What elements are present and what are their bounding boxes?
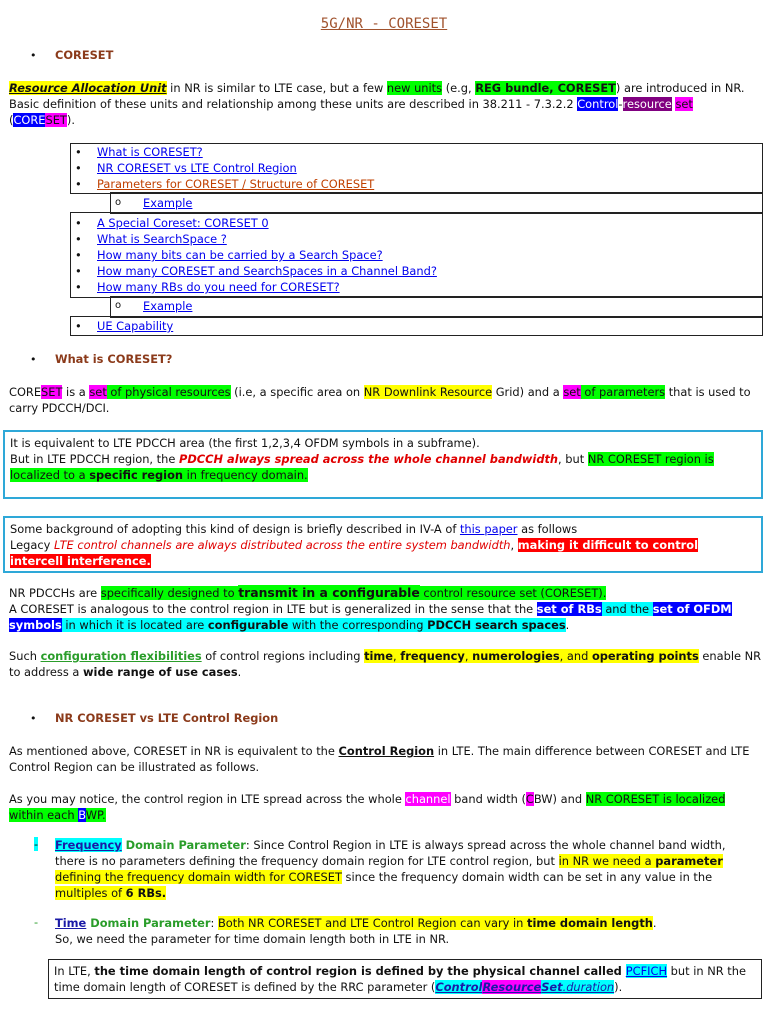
freq-line-3: defining the frequency domain width for CORESET since the frequency domain width can be set in any value in the (55, 870, 713, 884)
frequency-dash: - (34, 837, 39, 851)
toc-link-example-1[interactable]: Example (143, 196, 193, 210)
toc-link-what-is-coreset[interactable]: What is CORESET? (97, 145, 203, 159)
para1-line-2: A CORESET is analogous to the control region in LTE but is generalized in the sense that the set of RBs and the set of OFDM (9, 602, 732, 616)
toc-sub-2: o Example (110, 296, 763, 318)
toc-link-bits[interactable]: How many bits can be carried by a Search Space? (97, 248, 383, 262)
vs-line-3: As you may notice, the control region in LTE spread across the whole channel band width (CBW) and NR CORESET is localized (9, 792, 726, 806)
what-paragraph (9, 384, 751, 416)
this-paper-link[interactable]: this paper (459, 522, 518, 536)
intro-line-2: Basic definition of these units and relationship among these units are described in 38.211 - 7.3.2.2 Control-resource set (9, 97, 693, 111)
section-heading-coreset: CORESET (55, 48, 114, 62)
frequency-paragraph (55, 837, 725, 901)
box2-line-3: intercell interference. (10, 554, 151, 568)
para2-line-1: Such configuration flexibilities of control regions including time, frequency, numerologies, and operating points enable NR (9, 649, 762, 663)
toc-link-example-2[interactable]: Example (143, 299, 193, 313)
time-line-1: Time Domain Parameter: Both NR CORESET and LTE Control Region can vary in time domain length. (55, 916, 657, 930)
section-heading-what: What is CORESET? (55, 352, 173, 366)
table-of-contents (70, 143, 763, 335)
box3-line-1: In LTE, the time domain length of control region is defined by the physical channel called PCFICH but in NR the (54, 964, 746, 978)
freq-line-1: Frequency Domain Parameter: Since Control Region in LTE is always spread across the whole channel band width, (55, 838, 726, 852)
para1-line-3: symbols in which it is located are configurable with the corresponding PDCCH search spaces. (9, 618, 570, 632)
freq-line-4: multiples of 6 RBs. (55, 886, 167, 900)
box3-line-2: time domain length of CORESET is defined by the RRC parameter (ControlResourceSet.duration). (54, 980, 623, 994)
freq-line-2: there is no parameters defining the frequency domain region for LTE control region, but in NR we need a parameter (55, 854, 723, 868)
vs-line-4: within each BWP. (9, 808, 106, 822)
toc-link-coreset-count[interactable]: How many CORESET and SearchSpaces in a Channel Band? (97, 264, 437, 278)
toc-group-1: • What is CORESET? • NR CORESET vs LTE Control Region • Parameters for CORESET / Structure of CORESET (70, 143, 763, 194)
toc-link-searchspace[interactable]: What is SearchSpace ? (97, 232, 227, 246)
vs-paragraph (9, 743, 749, 775)
box1-line-3: localized to a specific region in frequency domain. (10, 468, 308, 482)
toc-link-rbs[interactable]: How many RBs do you need for CORESET? (97, 280, 340, 294)
page-title: 5G/NR - CORESET (320, 16, 448, 32)
time-dash: - (34, 915, 39, 929)
vs-line-1: As mentioned above, CORESET in NR is equivalent to the Control Region in LTE. The main difference between CORESET and LTE (9, 744, 750, 758)
toc-link-ue-capability[interactable]: UE Capability (97, 319, 174, 333)
toc-group-3: • UE Capability (70, 316, 763, 336)
pcfich-link[interactable]: PCFICH (625, 964, 668, 978)
flexibility-paragraph (9, 648, 761, 680)
info-box-1 (3, 430, 763, 499)
vs-line-2: Control Region can be illustrated as follows. (9, 760, 260, 774)
box1-line-1: It is equivalent to LTE PDCCH area (the first 1,2,3,4 OFDM symbols in a subframe). (10, 436, 480, 450)
nr-pdcch-paragraph (9, 585, 732, 633)
notice-paragraph (9, 791, 725, 823)
toc-link-parameters[interactable]: Parameters for CORESET / Structure of CORESET (97, 177, 375, 191)
toc-link-coreset0[interactable]: A Special Coreset: CORESET 0 (97, 216, 269, 230)
box2-line-1: Some background of adopting this kind of design is briefly described in IV-A of this paper as follows (10, 522, 578, 536)
section-bullet: • (30, 353, 37, 366)
intro-paragraph (9, 80, 745, 128)
section-heading-vs: NR CORESET vs LTE Control Region (55, 711, 279, 725)
time-paragraph (55, 915, 657, 947)
toc-link-nr-vs-lte[interactable]: NR CORESET vs LTE Control Region (97, 161, 297, 175)
section-bullet: • (30, 712, 37, 725)
what-line-2: carry PDCCH/DCI. (9, 401, 110, 415)
intro-line-3: (CORESET). (9, 113, 75, 127)
para1-line-1: NR PDCCHs are specifically designed to transmit in a configurable control resource set (CORESET). (9, 585, 607, 600)
info-box-2 (3, 516, 763, 573)
box2-line-2: Legacy LTE control channels are always distributed across the entire system bandwidth, making it difficult to control (10, 538, 698, 552)
what-line-1: CORESET is a set of physical resources (i.e, a specific area on NR Downlink Resource Grid) and a set of parameters that is used to (9, 385, 751, 399)
intro-line-1: Resource Allocation Unit in NR is similar to LTE case, but a few new units (e.g, REG bundle, CORESET) are introduced in NR. (9, 81, 745, 95)
toc-group-2: • A Special Coreset: CORESET 0 • What is SearchSpace ? • How many bits can be carried by a Search Space? • How many CORESET and SearchSpaces in a Channel Band? • How many RBs do you need for CORESET? (70, 212, 763, 298)
time-line-2: So, we need the parameter for time domain length both in LTE in NR. (55, 932, 450, 946)
box1-line-2: But in LTE PDCCH region, the PDCCH always spread across the whole channel bandwidth, but NR CORESET region is (10, 452, 714, 466)
para2-line-2: to address a wide range of use cases. (9, 665, 242, 679)
toc-sub-1: o Example (110, 192, 763, 214)
info-box-3 (48, 959, 762, 999)
section-bullet: • (30, 49, 37, 62)
